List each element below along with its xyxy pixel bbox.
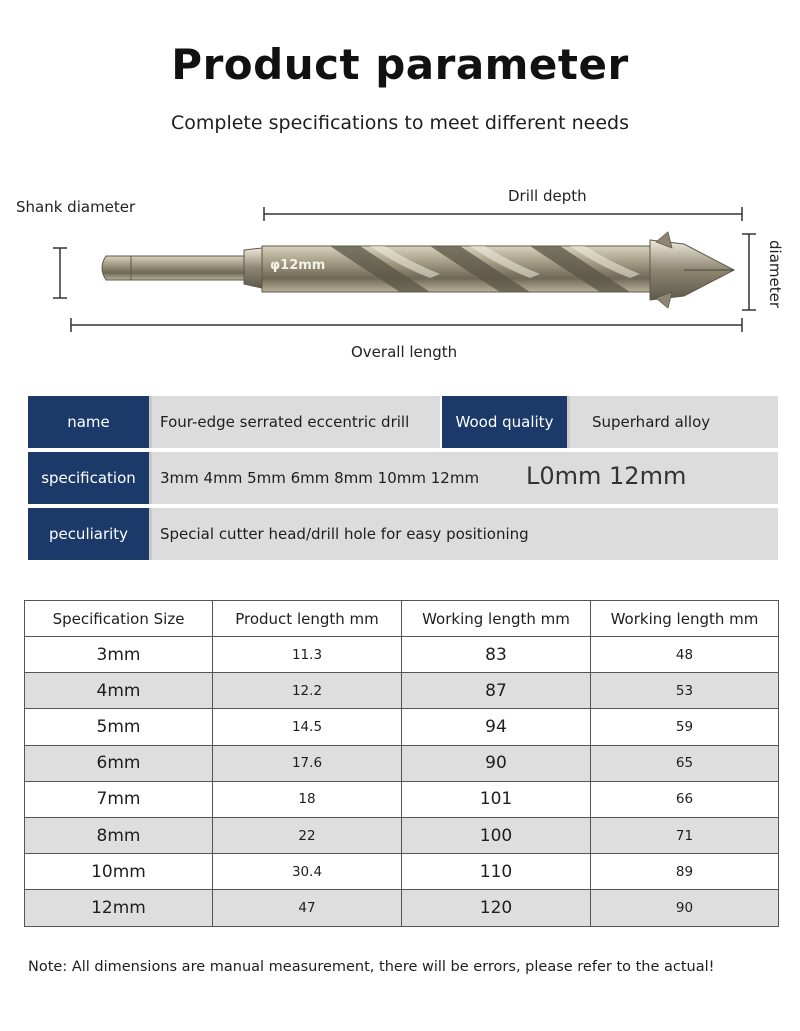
size-cell: 8mm — [25, 817, 213, 853]
column-header: Working length mm — [402, 601, 591, 637]
spec-head-peculiarity: peculiarity — [28, 508, 152, 560]
spec-value-peculiarity: Special cutter head/drill hole for easy positioning — [152, 508, 778, 560]
product-length-cell: 30.4 — [213, 854, 402, 890]
product-length-cell: 12.2 — [213, 673, 402, 709]
working-length-cell: 65 — [591, 745, 779, 781]
spec-head-name: name — [28, 396, 152, 448]
size-cell: 10mm — [25, 854, 213, 890]
table-row — [25, 781, 779, 817]
drill-bit-illustration — [0, 170, 800, 370]
product-length-cell: 18 — [213, 781, 402, 817]
working-length-cell: 100 — [402, 817, 591, 853]
working-length-cell: 90 — [591, 890, 779, 926]
diameter-marker — [742, 234, 756, 310]
spec-head-specification: specification — [28, 452, 152, 504]
table-row — [25, 745, 779, 781]
overall-length-label: Overall length — [351, 343, 458, 361]
size-cell: 3mm — [25, 637, 213, 673]
column-header: Product length mm — [213, 601, 402, 637]
working-length-cell: 66 — [591, 781, 779, 817]
working-length-cell: 120 — [402, 890, 591, 926]
spec-row-peculiarity — [28, 508, 778, 560]
product-length-cell: 14.5 — [213, 709, 402, 745]
working-length-cell: 83 — [402, 637, 591, 673]
table-row — [25, 817, 779, 853]
working-length-cell: 94 — [402, 709, 591, 745]
working-length-cell: 89 — [591, 854, 779, 890]
column-header: Working length mm — [591, 601, 779, 637]
size-cell: 5mm — [25, 709, 213, 745]
page-title: Product parameter — [171, 40, 629, 89]
spec-overlay-text: L0mm 12mm — [526, 462, 687, 490]
overall-length-marker — [71, 318, 742, 332]
size-cell: 12mm — [25, 890, 213, 926]
drill-engraving: φ12mm — [270, 258, 326, 273]
working-length-cell: 53 — [591, 673, 779, 709]
spec-value-specification: 3mm 4mm 5mm 6mm 8mm 10mm 12mm — [152, 452, 778, 504]
table-row — [25, 890, 779, 926]
working-length-cell: 71 — [591, 817, 779, 853]
diameter-label: diameter — [766, 240, 784, 308]
size-cell: 7mm — [25, 781, 213, 817]
spec-head-material: Wood quality — [442, 396, 570, 448]
size-table-header — [25, 601, 779, 637]
working-length-cell: 90 — [402, 745, 591, 781]
spec-value-material: Superhard alloy — [570, 396, 778, 448]
table-row — [25, 637, 779, 673]
size-table — [24, 600, 779, 927]
working-length-cell: 59 — [591, 709, 779, 745]
table-row — [25, 673, 779, 709]
product-length-cell: 22 — [213, 817, 402, 853]
column-header: Specification Size — [25, 601, 213, 637]
table-row — [25, 709, 779, 745]
working-length-cell: 87 — [402, 673, 591, 709]
drill-diagram — [0, 170, 800, 370]
disclaimer-note: Note: All dimensions are manual measurement, there will be errors, please refer to the actual! — [28, 959, 715, 975]
page-subtitle: Complete specifications to meet different needs — [171, 112, 629, 134]
table-row — [25, 854, 779, 890]
working-length-cell: 110 — [402, 854, 591, 890]
size-cell: 4mm — [25, 673, 213, 709]
working-length-cell: 48 — [591, 637, 779, 673]
product-length-cell: 11.3 — [213, 637, 402, 673]
spec-row-name — [28, 396, 778, 448]
spec-value-name: Four-edge serrated eccentric drill — [152, 396, 440, 448]
drill-depth-marker — [264, 207, 742, 221]
shank-dimension-marker — [53, 248, 67, 298]
shank-diameter-label: Shank diameter — [16, 198, 136, 216]
working-length-cell: 101 — [402, 781, 591, 817]
product-length-cell: 47 — [213, 890, 402, 926]
drill-depth-label: Drill depth — [508, 187, 587, 205]
size-cell: 6mm — [25, 745, 213, 781]
product-length-cell: 17.6 — [213, 745, 402, 781]
spec-row-specification — [28, 452, 778, 504]
